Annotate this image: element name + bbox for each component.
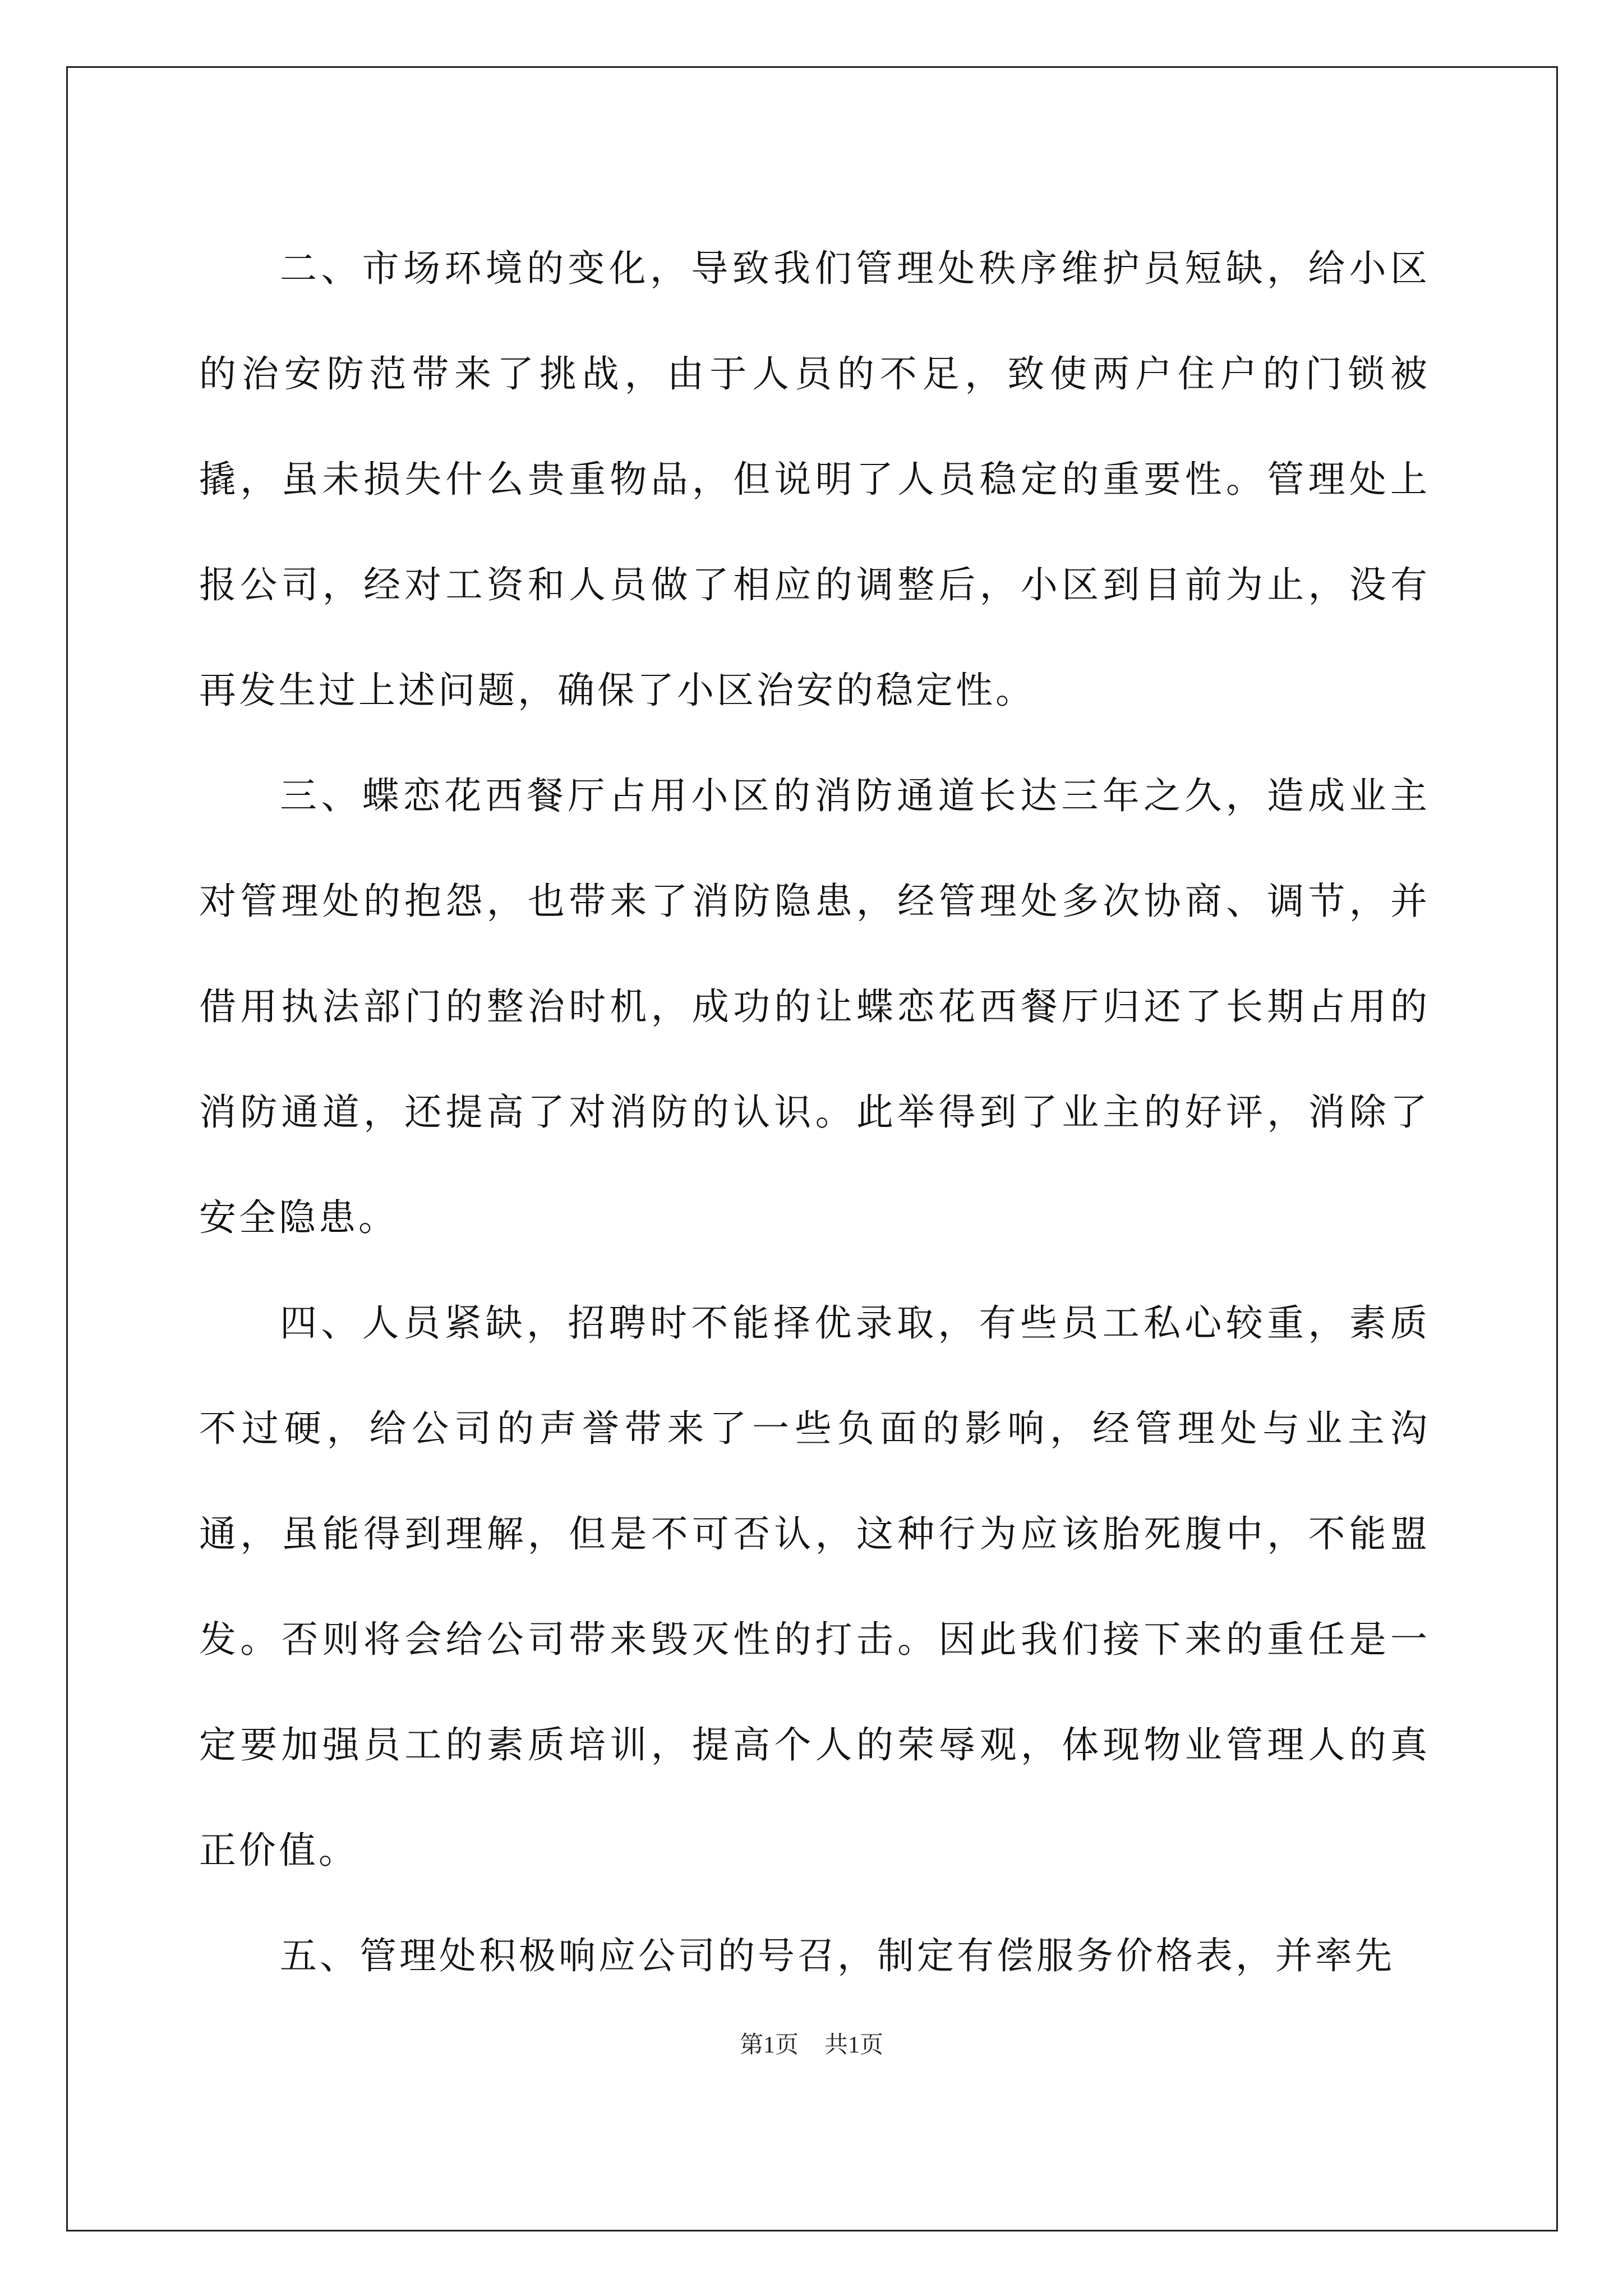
paragraph-2: 二、市场环境的变化，导致我们管理处秩序维护员短缺，给小区的治安防范带来了挑战，由于人员的不足，致使两户住户的门锁被撬，虽未损失什么贵重物品，但说明了人员稳定的重要性。管理处上报公司，经对工资和人员做了相应的调整后，小区到目前为止，没有再发生过上述问题，确保了小区治安的稳定性。 xyxy=(199,247,1430,712)
page-footer xyxy=(0,2026,1623,2060)
total-pages: 共1页 xyxy=(824,2032,884,2058)
paragraph-4: 四、人员紧缺，招聘时不能择优录取，有些员工私心较重，素质不过硬，给公司的声誉带来了一些负面的影响，经管理处与业主沟通，虽能得到理解，但是不可否认，这种行为应该胎死腹中，不能盟发。否则将会给公司带来毁灭性的打击。因此我们接下来的重任是一定要加强员工的素质培训，提高个人的荣辱观，体现物业管理人的真正价值。 xyxy=(199,1301,1430,1872)
document-body xyxy=(199,216,1430,2009)
paragraph-3: 三、蝶恋花西餐厅占用小区的消防通道长达三年之久，造成业主对管理处的抱怨，也带来了消防隐患，经管理处多次协商、调节，并借用执法部门的整治时机，成功的让蝶恋花西餐厅归还了长期占用的消防通道，还提高了对消防的认识。此举得到了业主的好评，消除了安全隐患。 xyxy=(199,774,1430,1239)
page-number: 第1页 xyxy=(739,2032,799,2058)
paragraph-5: 五、管理处积极响应公司的号召，制定有偿服务价格表，并率先 xyxy=(280,1934,1395,1977)
